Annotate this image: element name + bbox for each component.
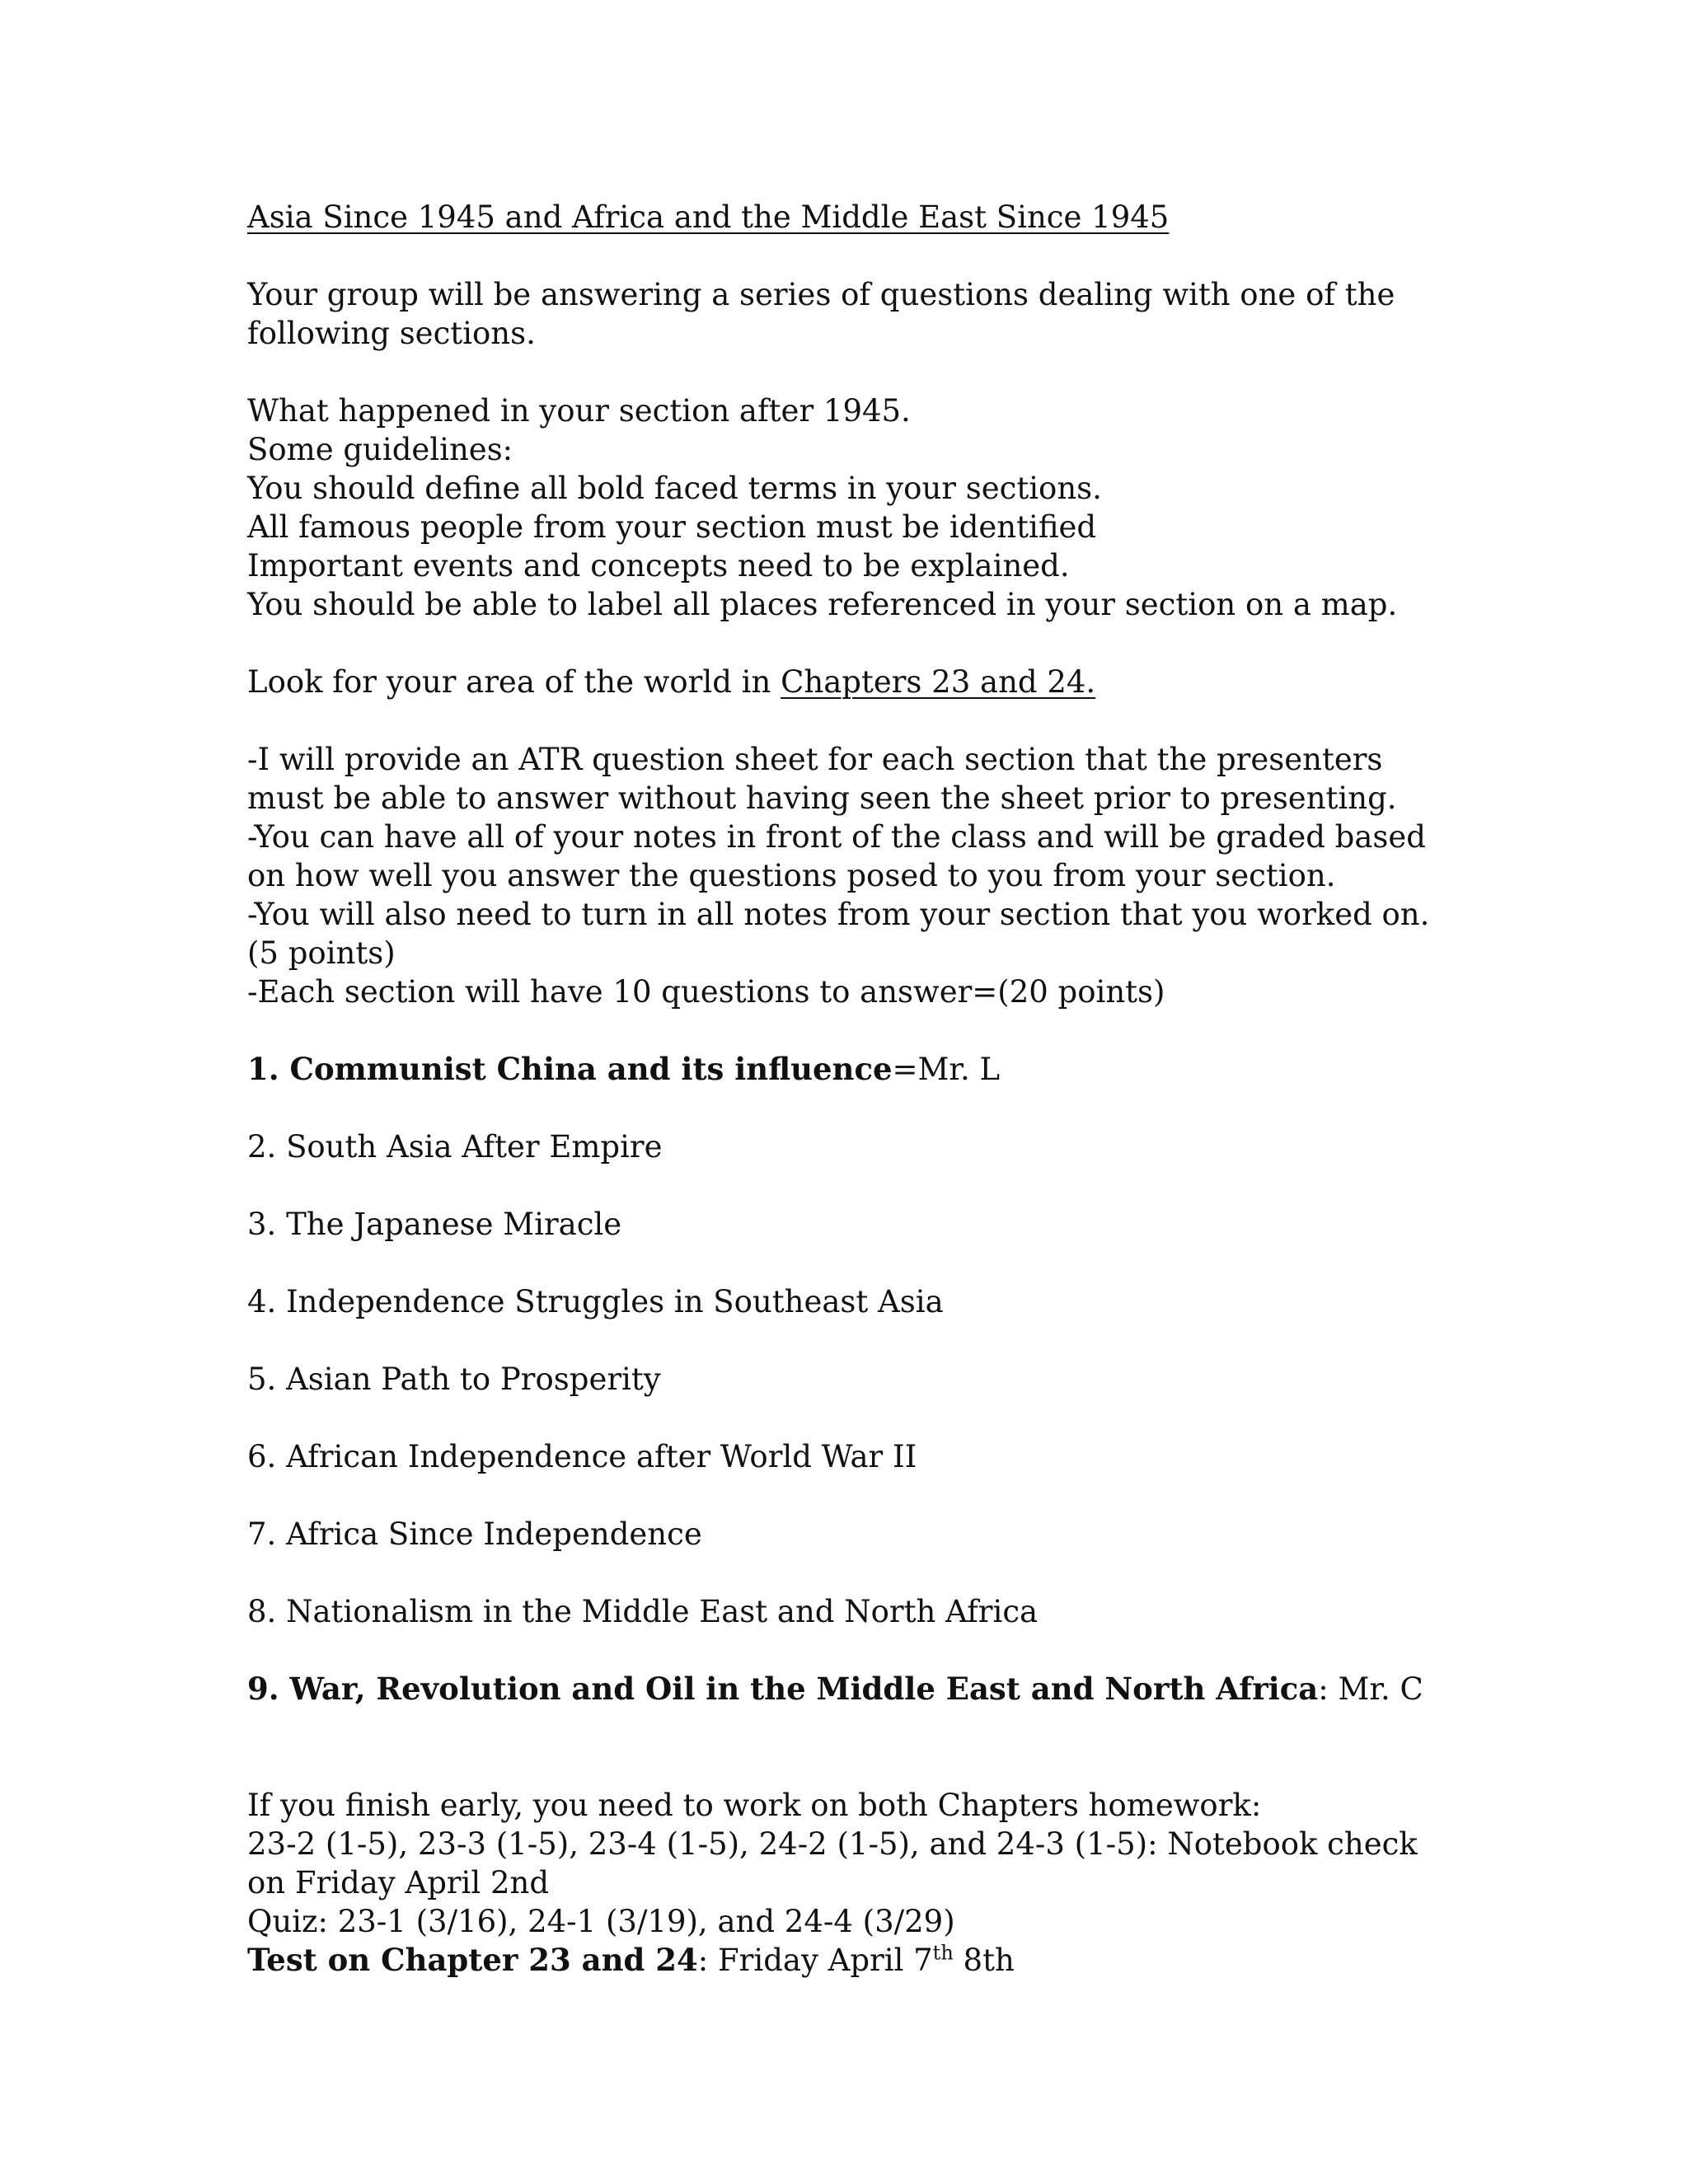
test-date-suffix: th <box>932 1941 954 1965</box>
guidelines-heading: Some guidelines: <box>247 432 513 467</box>
section-item: 3. The Japanese Miracle <box>247 1207 622 1242</box>
note-item: -Each section will have 10 questions to answer=(20 points) <box>247 974 1165 1010</box>
chapters-link: Chapters 23 and 24. <box>781 664 1096 700</box>
guideline-item: All famous people from your section must be identified <box>247 509 1097 545</box>
section-item: 2. South Asia After Empire <box>247 1129 663 1165</box>
test-date-alt: 8th <box>953 1943 1015 1978</box>
spacer <box>247 1011 1451 1050</box>
intro-paragraph: Your group will be answering a series of questions dealing with one of the following sections. <box>247 277 1395 351</box>
spacer <box>247 1708 1451 1786</box>
section-item: 7. Africa Since Independence <box>247 1516 702 1552</box>
guideline-question: What happened in your section after 1945. <box>247 393 911 429</box>
test-date-text: : Friday April 7 <box>697 1943 933 1978</box>
guideline-item: You should define all bold faced terms in your sections. <box>247 471 1102 506</box>
document-title: Asia Since 1945 and Africa and the Middle East Since 1945 <box>247 199 1170 235</box>
spacer <box>247 624 1451 663</box>
section-item: 8. Nationalism in the Middle East and North Africa <box>247 1594 1039 1629</box>
section-item <box>247 1670 1451 1708</box>
section-title-bold: 1. Communist China and its influence <box>247 1051 893 1087</box>
section-item: 6. African Independence after World War II <box>247 1439 917 1474</box>
spacer <box>247 1476 1451 1515</box>
note-item: -I will provide an ATR question sheet for each section that the presenters must be able to answer without having seen the sheet prior to presenting. <box>247 742 1397 816</box>
spacer <box>247 1321 1451 1360</box>
spacer <box>247 1166 1451 1205</box>
spacer <box>247 353 1451 391</box>
spacer <box>247 1399 1451 1437</box>
quiz-dates: Quiz: 23-1 (3/16), 24-1 (3/19), and 24-4 (3/29) <box>247 1904 955 1939</box>
spacer <box>247 1244 1451 1282</box>
spacer <box>247 237 1451 275</box>
homework-intro: If you finish early, you need to work on both Chapters homework: <box>247 1788 1262 1823</box>
section-assignee: =Mr. L <box>892 1052 1001 1087</box>
guideline-item: Important events and concepts need to be explained. <box>247 548 1070 583</box>
document-page <box>247 198 1451 1980</box>
note-item: -You will also need to turn in all notes from your section that you worked on. (5 points) <box>247 897 1430 971</box>
homework-list: 23-2 (1-5), 23-3 (1-5), 23-4 (1-5), 24-2 (1-5), and 24-3 (1-5): Notebook check on Friday April 2nd <box>247 1826 1418 1900</box>
section-item: 5. Asian Path to Prosperity <box>247 1361 661 1397</box>
note-item: -You can have all of your notes in front of the class and will be graded based on how well you answer the questions posed to you from your section. <box>247 819 1426 893</box>
spacer <box>247 1089 1451 1127</box>
chapters-prefix: Look for your area of the world in <box>247 664 781 700</box>
test-label: Test on Chapter 23 and 24 <box>247 1942 698 1978</box>
section-item: 4. Independence Struggles in Southeast Asia <box>247 1284 944 1319</box>
spacer <box>247 1631 1451 1670</box>
section-assignee: : Mr. C <box>1318 1671 1423 1707</box>
spacer <box>247 701 1451 740</box>
section-item <box>247 1050 1451 1089</box>
chapters-reference <box>247 663 1451 701</box>
guideline-item: You should be able to label all places referenced in your section on a map. <box>247 587 1398 622</box>
spacer <box>247 1554 1451 1592</box>
section-title-bold: 9. War, Revolution and Oil in the Middle East and North Africa <box>247 1671 1319 1707</box>
test-date <box>247 1941 1451 1980</box>
